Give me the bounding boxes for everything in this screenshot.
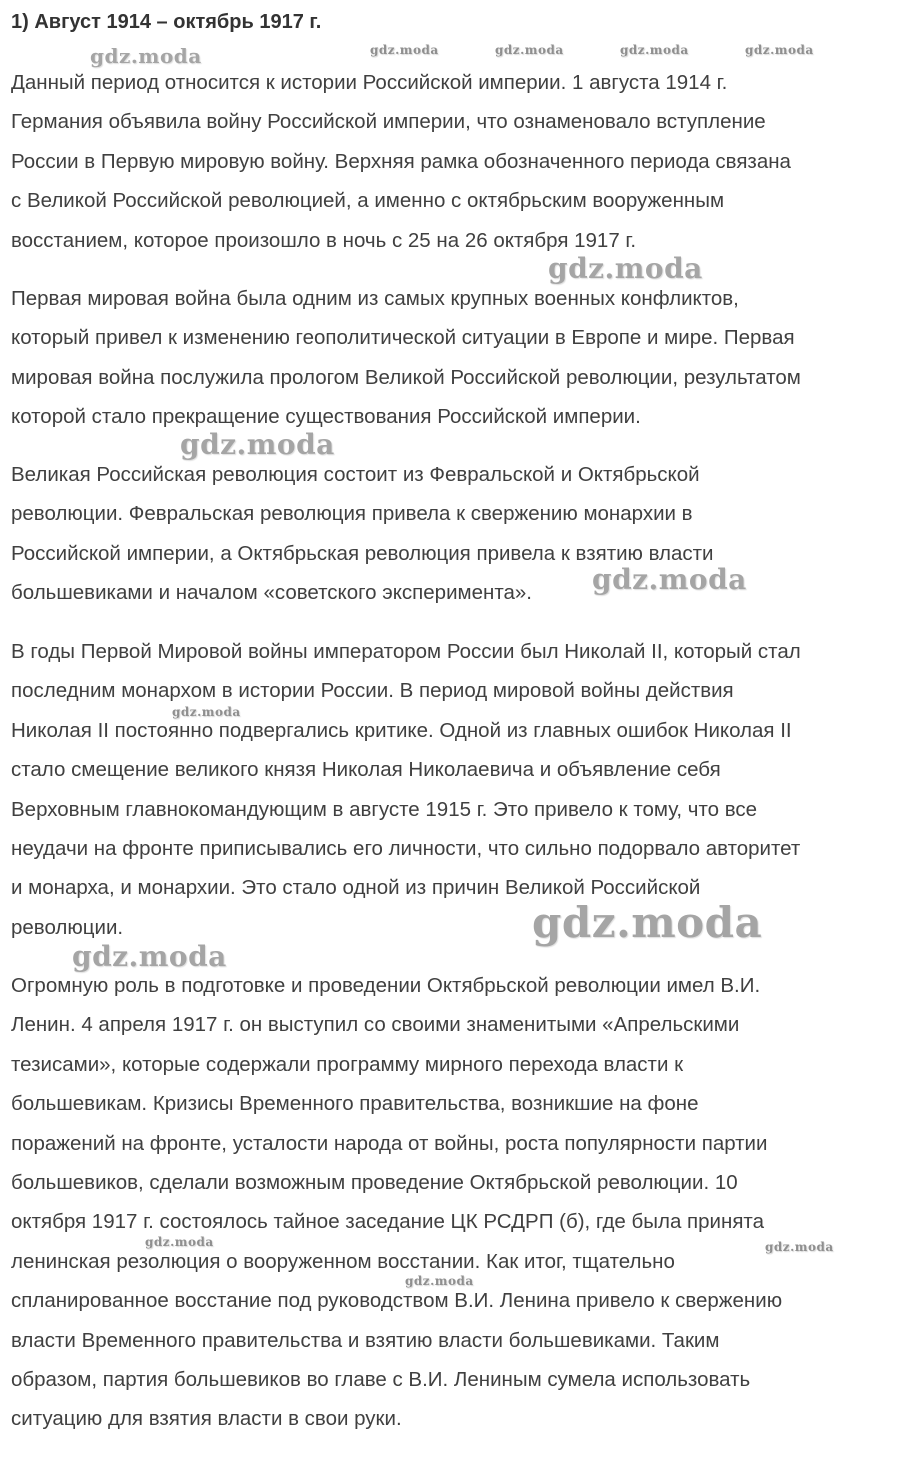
paragraph-line: большевикам. Кризисы Временного правительства, возникшие на фоне [11,1092,699,1116]
paragraph-line: которой стало прекращение существования Российской империи. [11,405,641,429]
paragraph-line: последним монархом в истории России. В период мировой войны действия [11,679,734,703]
paragraph-line: тезисами», которые содержали программу мирного перехода власти к [11,1052,684,1076]
watermark-logo: gdz.moda [90,44,202,68]
paragraph-5 [11,966,782,1439]
paragraph-line: революции. [11,915,124,939]
paragraph-line: большевиков, сделали возможным проведение Октябрьской революции. 10 [11,1171,738,1195]
paragraph-line: ситуацию для взятия власти в свои руки. [11,1407,402,1431]
paragraph-line: Николая II постоянно подвергались критике. Одной из главных ошибок Николая II [11,718,792,742]
paragraph-line: Великая Российская революция состоит из Февральской и Октябрьской [11,463,700,486]
paragraph-line: большевиками и началом «советского эксперимента». [11,581,532,605]
watermark-logo: gdz.moda [405,1274,474,1288]
watermark-logo: gdz.moda [620,43,689,57]
paragraph-line: поражений на фронте, усталости народа от войны, роста популярности партии [11,1131,768,1155]
watermark-logo: gdz.moda [145,1235,214,1249]
paragraph-line: октября 1917 г. состоялось тайное заседание ЦК РСДРП (б), где была принята [11,1210,764,1234]
watermark-logo: gdz.moda [765,1240,834,1254]
watermark-logo: gdz.moda [745,43,814,57]
paragraph-line: Российской империи, а Октябрьская революция привела к взятию власти [11,541,714,565]
watermark-logo: gdz.moda [72,940,227,973]
paragraph-1 [11,63,791,260]
watermark-logo: gdz.moda [180,428,335,461]
paragraph-line: который привел к изменению геополитической ситуации в Европе и мире. Первая [11,326,795,350]
paragraph-line: стало смещение великого князя Николая Николаевича и объявление себя [11,758,721,782]
paragraph-line: восстанием, которое произошло в ночь с 25 на 26 октября 1917 г. [11,228,637,252]
watermark-logo: gdz.moda [548,252,703,285]
paragraph-line: революции. Февральская революция привела к свержению монархии в [11,502,693,526]
paragraph-line: России в Первую мировую войну. Верхняя рамка обозначенного периода связана [11,149,791,173]
watermark-logo: gdz.moda [370,43,439,57]
section-heading: 1) Август 1914 – октябрь 1917 г. [11,11,322,33]
paragraph-line: ленинская резолюция о вооруженном восстании. Как итог, тщательно [11,1249,675,1273]
paragraph-line: Ленин. 4 апреля 1917 г. он выступил со своими знаменитыми «Апрельскими [11,1013,740,1037]
paragraph-line: мировая война послужила прологом Великой Российской революции, результатом [11,365,801,389]
paragraph-line: власти Временного правительства и взятию власти большевиками. Таким [11,1328,720,1352]
paragraph-line: образом, партия большевиков во главе с В.И. Лениным сумела использовать [11,1368,751,1392]
paragraph-line: В годы Первой Мировой войны императором России был Николай II, который стал [11,640,801,663]
watermark-logo: gdz.moda [592,563,747,596]
paragraph-line: и монарха, и монархии. Это стало одной из причин Великой Российской [11,876,701,900]
paragraph-line: Германия объявила войну Российской империи, что ознаменовало вступление [11,110,766,134]
paragraph-4 [11,632,801,947]
paragraph-line: с Великой Российской революцией, а именно с октябрьским вооруженным [11,189,725,213]
paragraph-line: Данный период относится к истории Российской империи. 1 августа 1914 г. [11,71,728,94]
watermark-logo: gdz.moda [172,705,241,719]
watermark-logo: gdz.moda [532,898,763,947]
paragraph-line: Первая мировая война была одним из самых крупных военных конфликтов, [11,287,739,310]
watermark-logo: gdz.moda [495,43,564,57]
paragraph-line: Верховным главнокомандующим в августе 1915 г. Это привело к тому, что все [11,797,758,821]
paragraph-line: неудачи на фронте приписывались его личности, что сильно подорвало авторитет [11,837,801,861]
paragraph-line: Огромную роль в подготовке и проведении Октябрьской революции имел В.И. [11,974,761,997]
paragraph-2 [11,279,801,437]
paragraph-line: спланированное восстание под руководством В.И. Ленина привело к свержению [11,1289,783,1313]
paragraph-3 [11,455,713,613]
